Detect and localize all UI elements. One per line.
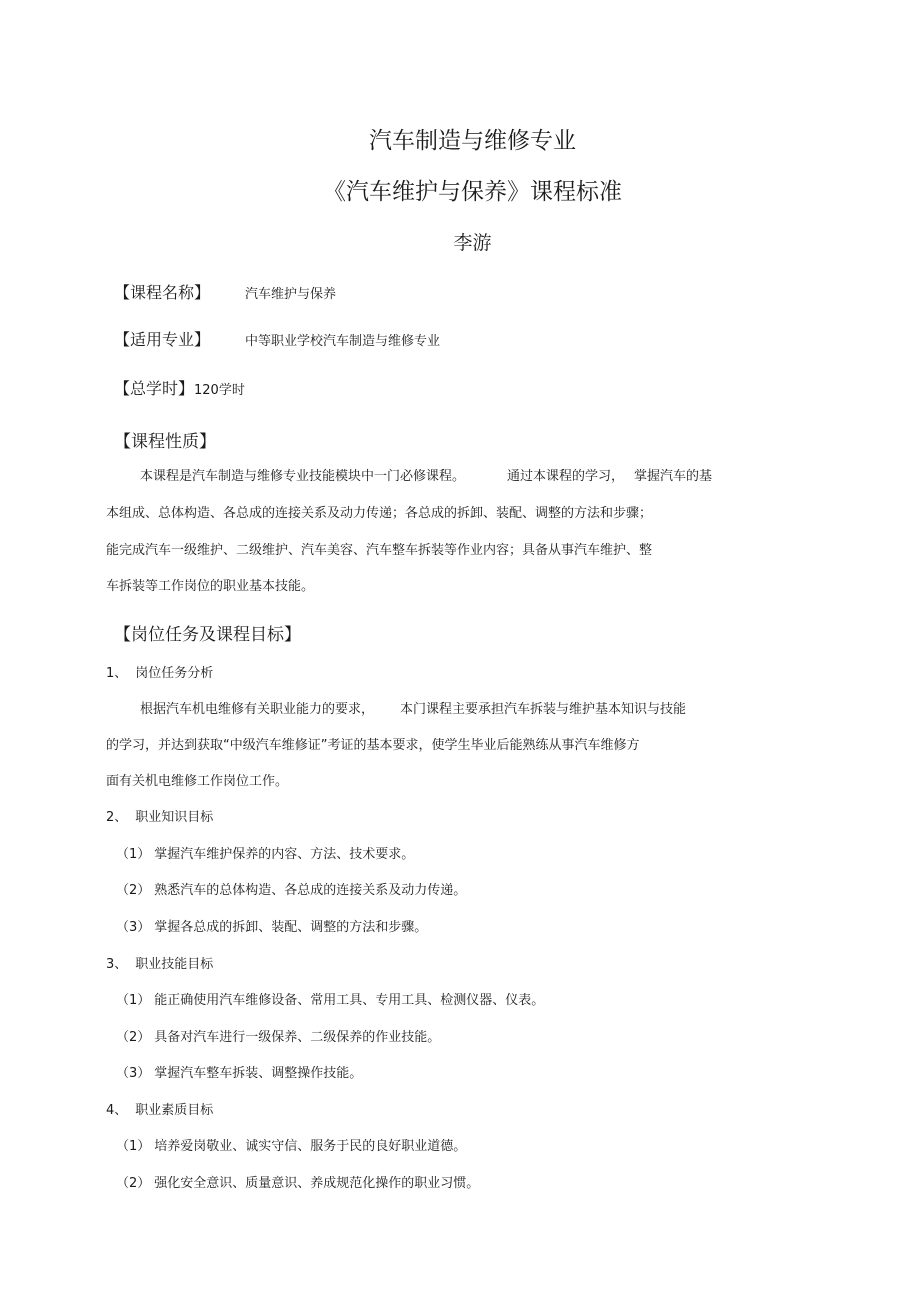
document-author: 李游 (453, 232, 492, 254)
nature-line-4: 车拆装等工作岗位的职业基本技能。 (106, 579, 315, 594)
section-4-number: 4、 (106, 1103, 128, 1118)
section-2-item (116, 879, 466, 898)
section-3-number: 3、 (106, 957, 128, 972)
section-1-title: 岗位任务分析 (135, 666, 214, 681)
section-1-line-2: 的学习，并达到获取“中级汽车维修证”考证的基本要求，使学生毕业后能熟练从事汽车维修方 (106, 738, 640, 753)
section-1-number: 1、 (106, 666, 128, 681)
nature-heading: 【课程性质】 (114, 432, 216, 452)
section-2-number: 2、 (106, 810, 128, 825)
tasks-heading: 【岗位任务及课程目标】 (114, 625, 301, 645)
section-2-item (116, 843, 414, 862)
document-title-course: 《汽车维护与保养》课程标准 (323, 179, 622, 205)
section-3-item-3-text: 掌握汽车整车拆装、调整操作技能。 (154, 1066, 363, 1081)
section-3-item (116, 1062, 362, 1081)
course-name-label: 【课程名称】 (114, 283, 211, 302)
section-4-item (116, 1172, 479, 1191)
section-4-item-1-number: （1） (116, 1139, 151, 1154)
section-3-item-2-text: 具备对汽车进行一级保养、二级保养的作业技能。 (154, 1030, 441, 1045)
major-value: 中等职业学校汽车制造与维修专业 (245, 334, 441, 349)
nature-line-2: 本组成、总体构造、各总成的连接关系及动力传递；各总成的拆卸、装配、调整的方法和步骤； (106, 506, 653, 521)
section-1-line-3: 面有关机电维修工作岗位工作。 (106, 774, 289, 789)
section-2-item-2-number: （2） (116, 883, 151, 898)
document-title-major: 汽车制造与维修专业 (369, 128, 576, 154)
section-2-item-2-text: 熟悉汽车的总体构造、各总成的连接关系及动力传递。 (154, 883, 467, 898)
section-2-item-1-number: （1） (116, 847, 151, 862)
section-3-item (116, 1026, 440, 1045)
section-3-heading (106, 953, 213, 972)
nature-text-1c: 掌握汽车的基 (634, 469, 713, 484)
section-2-title: 职业知识目标 (135, 810, 214, 825)
course-name-value: 汽车维护与保养 (245, 287, 337, 302)
section-1-text-1b: 本门课程主要承担汽车拆装与维护基本知识与技能 (400, 702, 687, 717)
section-4-title: 职业素质目标 (135, 1103, 214, 1118)
section-3-item-1-number: （1） (116, 993, 151, 1008)
hours-row (114, 376, 245, 399)
hours-label: 【总学时】 (114, 379, 195, 398)
section-2-item (116, 916, 427, 935)
section-1-heading (106, 662, 213, 681)
section-2-item-3-text: 掌握各总成的拆卸、装配、调整的方法和步骤。 (154, 920, 428, 935)
section-4-item-2-text: 强化安全意识、质量意识、养成规范化操作的职业习惯。 (154, 1176, 480, 1191)
section-2-heading (106, 806, 213, 825)
section-3-item (116, 989, 544, 1008)
section-1-line-1 (140, 698, 686, 717)
nature-text-1b: 通过本课程的学习， (507, 469, 625, 484)
nature-line-1 (140, 465, 712, 484)
section-3-title: 职业技能目标 (135, 957, 214, 972)
section-1-text-1a: 根据汽车机电维修有关职业能力的要求， (140, 702, 375, 717)
section-4-item-1-text: 培养爱岗敬业、诚实守信、服务于民的良好职业道德。 (154, 1139, 467, 1154)
section-4-item (116, 1135, 466, 1154)
nature-text-1a: 本课程是汽车制造与维修专业技能模块中一门必修课程。 (140, 469, 466, 484)
nature-line-3: 能完成汽车一级维护、二级维护、汽车美容、汽车整车拆装等作业内容；具备从事汽车维护、整 (106, 543, 653, 558)
hours-value: 120学时 (194, 383, 245, 398)
section-2-item-1-text: 掌握汽车维护保养的内容、方法、技术要求。 (154, 847, 415, 862)
section-3-item-1-text: 能正确使用汽车维修设备、常用工具、专用工具、检测仪器、仪表。 (154, 993, 545, 1008)
section-3-item-3-number: （3） (116, 1066, 151, 1081)
section-2-item-3-number: （3） (116, 920, 151, 935)
major-label: 【适用专业】 (114, 330, 211, 349)
section-4-item-2-number: （2） (116, 1176, 151, 1191)
section-3-item-2-number: （2） (116, 1030, 151, 1045)
section-4-heading (106, 1099, 213, 1118)
